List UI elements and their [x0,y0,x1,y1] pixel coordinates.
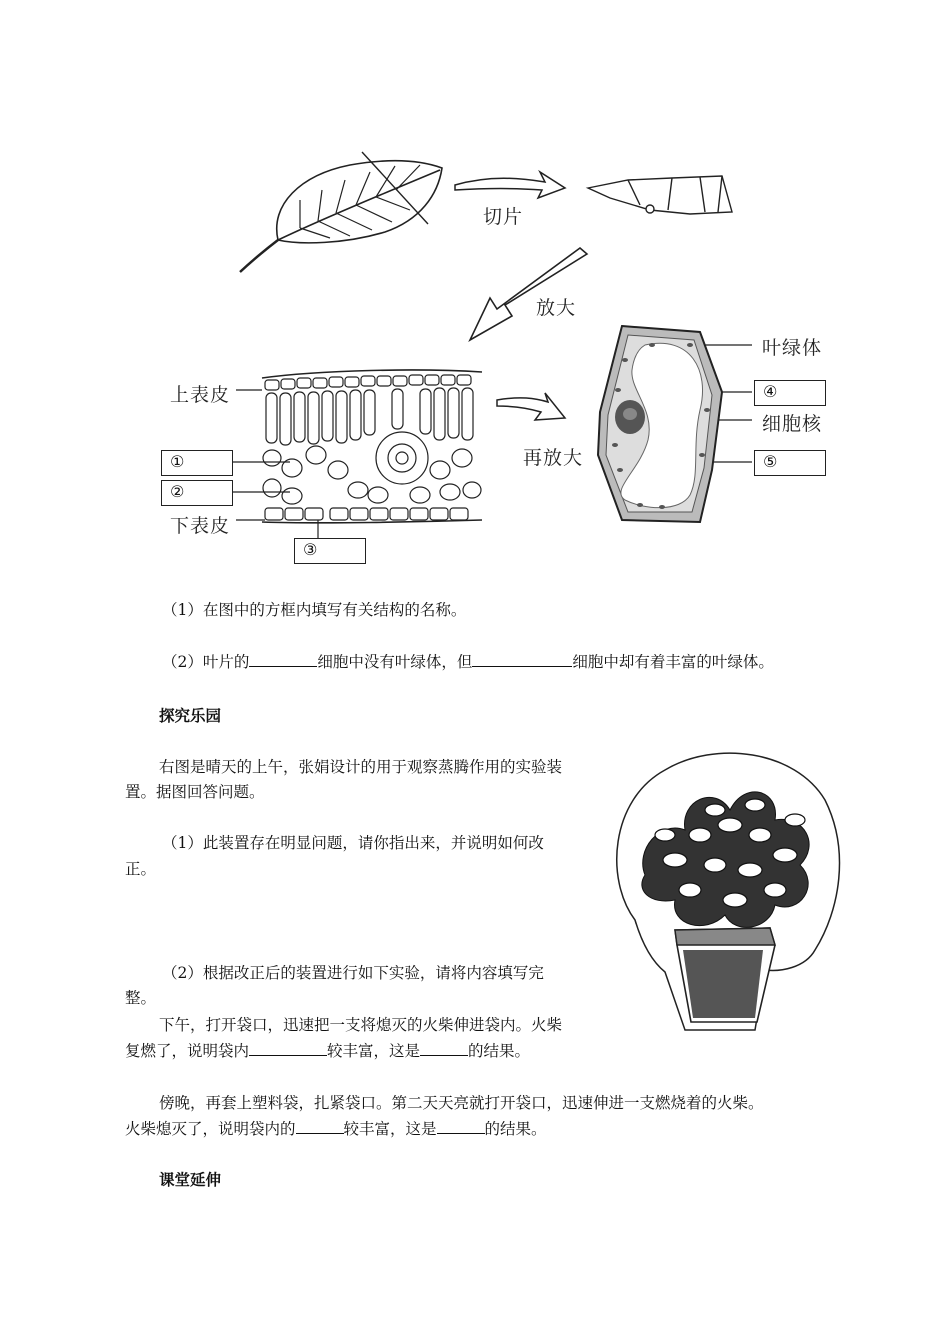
blank-evening-gas[interactable] [296,1119,344,1134]
afternoon-line1: 下午，打开袋口，迅速把一支将熄灭的火柴伸进袋内。火柴 [159,1016,563,1034]
question-a1: （1）在图中的方框内填写有关结构的名称。 [162,601,467,619]
explore-intro-line2: 置。据图回答问题。 [125,783,265,801]
evening-line1: 傍晚，再套上塑料袋，扎紧袋口。第二天天亮就打开袋口，迅速伸进一支燃烧着的火柴。 [159,1094,764,1112]
answer-box-1[interactable] [161,450,233,476]
label-cut: 切片 [483,206,524,228]
explore-q1-line2: 正。 [125,860,157,878]
answer-box-3[interactable] [294,538,366,564]
plant-cell-illustration [598,326,722,522]
arrow-cut [455,172,565,198]
arrow-enlarge-again [497,393,565,420]
afternoon-line2 [125,1038,530,1064]
answer-box-5[interactable] [754,450,826,476]
answer-box-4[interactable] [754,380,826,406]
label-chloroplast: 叶绿体 [762,337,823,359]
label-enlarge-again: 再放大 [523,447,584,469]
leaf-structure-diagram [0,0,950,580]
heading-explore: 探究乐园 [159,707,222,725]
box-number-3: ③ [303,540,318,559]
evening-text-a: 火柴熄灭了，说明袋内的 [125,1120,296,1138]
q2-text-part1: （2）叶片的 [162,653,250,671]
explore-q1-line1: （1）此装置存在明显问题，请你指出来，并说明如何改 [162,834,544,852]
blank-cell-with-chloroplast[interactable] [472,652,572,667]
box-number-1: ① [170,452,185,471]
label-upper-epidermis: 上表皮 [170,384,231,406]
q2-text-part2: 细胞中没有叶绿体，但 [317,653,473,671]
evening-text-c: 的结果。 [484,1120,547,1138]
q2-text-part3: 细胞中却有着丰富的叶绿体。 [572,653,774,671]
question-a2 [162,649,774,675]
label-nucleus: 细胞核 [762,413,823,435]
afternoon-text-c: 的结果。 [468,1042,531,1060]
box-number-4: ④ [763,382,778,401]
leaf-cross-section [262,370,482,523]
whole-leaf-illustration [240,152,442,272]
afternoon-text-b: 较丰富，这是 [327,1042,421,1060]
explore-q2-line1: （2）根据改正后的装置进行如下实验，请将内容填写完 [162,964,544,982]
explore-intro-line1: 右图是晴天的上午，张娟设计的用于观察蒸腾作用的实验装 [159,758,563,776]
blank-cell-without-chloroplast[interactable] [249,652,317,667]
leaf-slice-illustration [588,176,732,214]
box-number-2: ② [170,482,185,501]
label-enlarge: 放大 [536,297,577,319]
afternoon-text-a: 复燃了，说明袋内 [125,1042,250,1060]
evening-text-b: 较丰富，这是 [343,1120,437,1138]
blank-afternoon-process[interactable] [420,1041,468,1056]
answer-box-2[interactable] [161,480,233,506]
evening-line2 [125,1116,547,1142]
explore-q2-line2: 整。 [125,989,157,1007]
blank-evening-process[interactable] [437,1119,485,1134]
label-lower-epidermis: 下表皮 [170,515,231,537]
heading-extend: 课堂延伸 [159,1171,222,1189]
blank-afternoon-gas[interactable] [249,1041,327,1056]
potted-plant-bag-illustration [605,740,845,1040]
box-number-5: ⑤ [763,452,778,471]
